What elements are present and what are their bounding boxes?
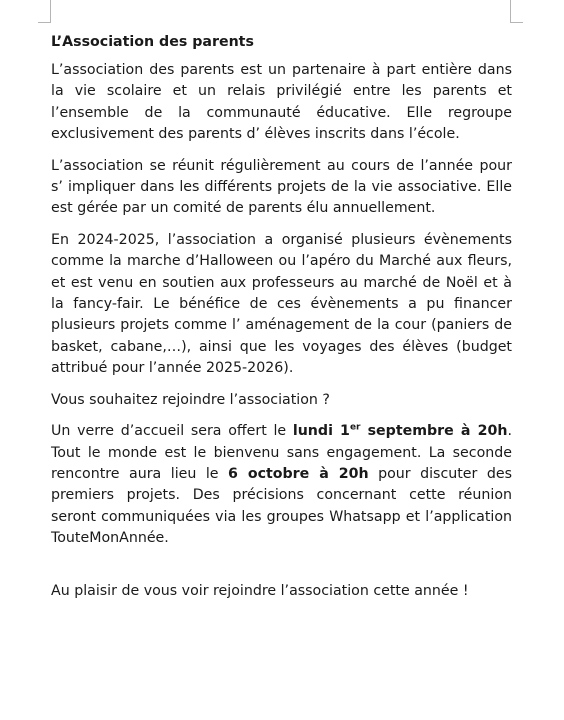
section-title: L’Association des parents [51,34,254,50]
crop-mark-left [38,0,51,23]
paragraph-invitation [51,421,512,549]
spacer [51,560,512,581]
paragraph-events: En 2024-2025, l’association a organisé plusieurs évènements comme la marche d’Halloween ou l’apéro du Marché aux fleurs, et est venu en soutien aux professeurs au marché de Noël et à la fancy-fair. Le bénéfice de ces évènements a pu financer plusieurs projets comme l’ aménagement de la cour (paniers de basket, cabane,…), ainsi que les voyages des élèves (budget attribué pour l’année 2025-2026). [51,231,512,377]
ordinal-superscript: er [349,422,361,433]
paragraph-closing: Au plaisir de vous voir rejoindre l’association cette année ! [51,582,469,599]
invitation-text-2: . Tout le monde est le bienvenu sans engagement. La seconde rencontre aura lieu le [51,423,512,482]
paragraph-meetings: L’association se réunit régulièrement au cours de l’année pour s’ impliquer dans les différents projets de la vie associative. Elle est gérée par un comité de parents élu annuellement. [51,157,512,217]
invitation-text-1: Un verre d’accueil sera offert le [51,423,293,440]
first-meeting-date [293,423,508,439]
invitation-text-3: pour discuter des premiers projets. Des précisions concernant cette réunion seront communiquées via les groupes Whatsapp et l’application TouteMonAnnée. [51,465,512,547]
second-meeting-date: 6 octobre à 20h [228,465,369,482]
paragraph-intro: L’association des parents est un partenaire à part entière dans la vie scolaire et un relais privilégié entre les parents et l’ensemble de la communauté éducative. Elle regroupe exclusivement des parents d’ élèves inscrits dans l’école. [51,62,512,143]
crop-mark-right [510,0,523,23]
document-body [51,32,512,612]
paragraph-question: Vous souhaitez rejoindre l’association ? [51,391,330,408]
first-meeting-time: septembre à 20h [360,423,508,440]
first-meeting-day: lundi 1 [292,423,350,440]
